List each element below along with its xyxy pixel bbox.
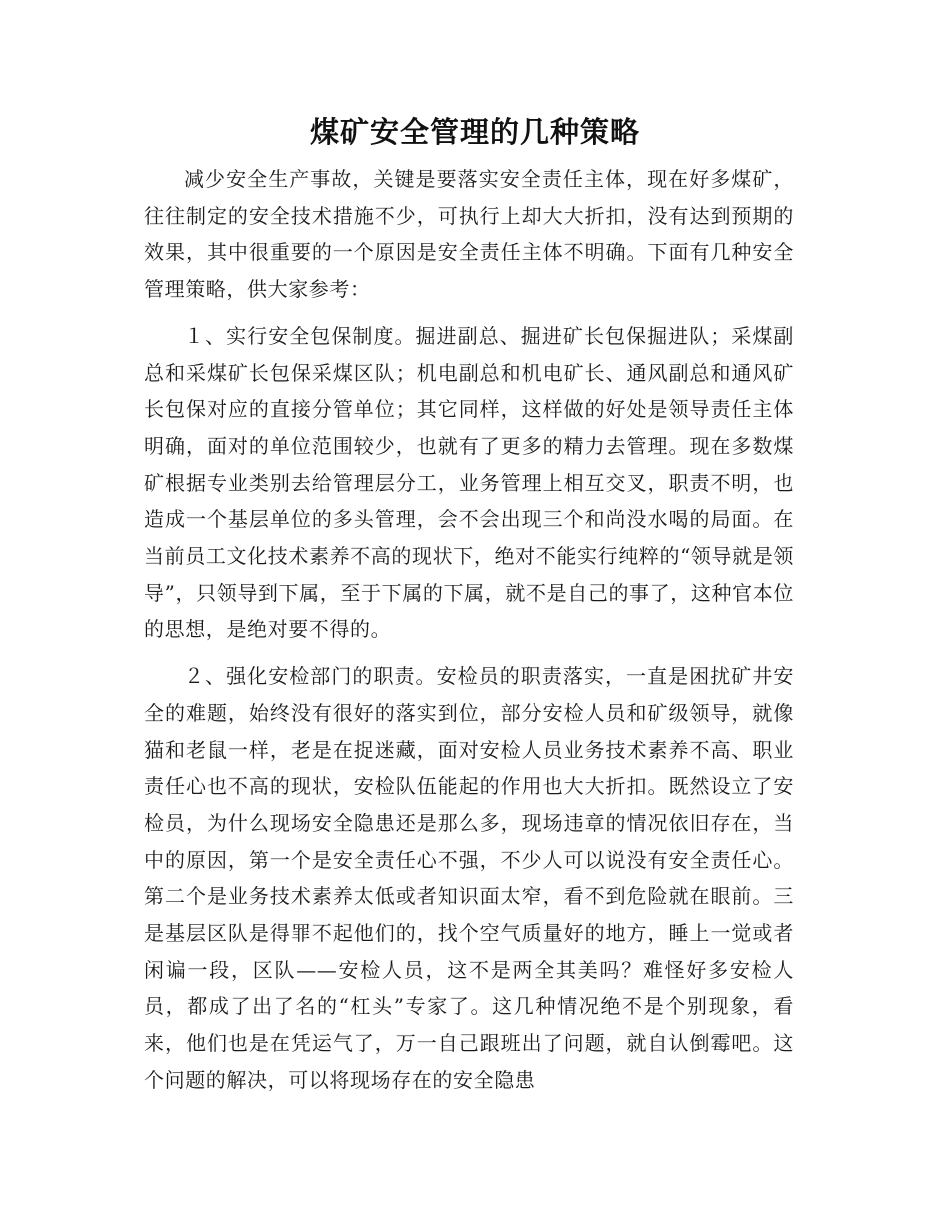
paragraph-1: １、实行安全包保制度。掘进副总、掘进矿长包保掘进队；采煤副总和采煤矿长包保采煤区队；机电副总和机电矿长、通风副总和通风矿长包保对应的直接分管单位；其它同样，这样做的好处是领导责任主体明确，面对的单位范围较少，也就有了更多的精力去管理。现在多数煤矿根据专业类别去给管理层分工，业务管理上相互交叉，职责不明，也造成一个基层单位的多头管理，会不会出现三个和尚没水喝的局面。在当前员工文化技术素养不高的现状下，绝对不能实行纯粹的“领导就是领导”，只领导到下属，至于下属的下属，就不是自己的事了，这种官本位的思想，是绝对要不得的。	[144, 323, 794, 642]
document-body	[144, 161, 794, 1099]
paragraph-intro: 减少安全生产事故，关键是要落实安全责任主体，现在好多煤矿，往往制定的安全技术措施不少，可执行上却大大折扣，没有达到预期的效果，其中很重要的一个原因是安全责任主体不明确。下面有几种安全管理策略，供大家参考：	[144, 167, 794, 302]
document-title: 煤矿安全管理的几种策略	[309, 115, 640, 149]
paragraph-2: ２、强化安检部门的职责。安检员的职责落实，一直是困扰矿井安全的难题，始终没有很好的落实到位，部分安检人员和矿级领导，就像猫和老鼠一样，老是在捉迷藏，面对安检人员业务技术素养不高、职业责任心也不高的现状，安检队伍能起的作用也大大折扣。既然设立了安检员，为什么现场安全隐患还是那么多，现场违章的情况依旧存在，当中的原因，第一个是安全责任心不强，不少人可以说没有安全责任心。第二个是业务技术素养太低或者知识面太窄，看不到危险就在眼前。三是基层区队是得罪不起他们的，找个空气质量好的地方，睡上一觉或者闲谝一段，区队——安检人员，这不是两全其美吗？难怪好多安检人员，都成了出了名的“杠头”专家了。这几种情况绝不是个别现象，看来，他们也是在凭运气了，万一自己跟班出了问题，就自认倒霉吧。这个问题的解决，可以将现场存在的安全隐患	[144, 664, 794, 1092]
